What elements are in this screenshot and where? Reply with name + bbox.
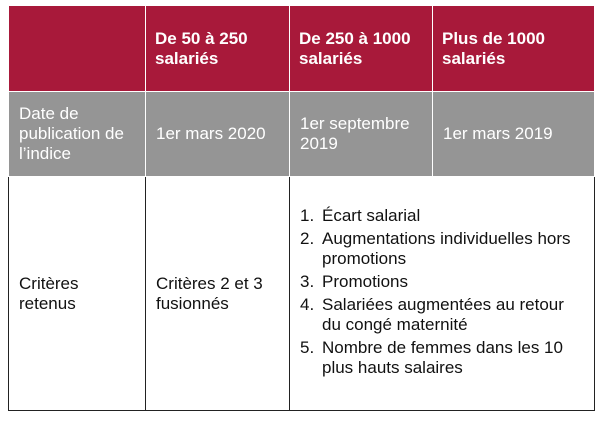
criteria-item-number: 2. [300, 229, 315, 248]
date-250-1000: 1er septembre 2019 [290, 92, 433, 177]
date-row-label: Date de publication de l’indice [9, 92, 146, 177]
header-250-1000: De 250 à 1000 salariés [290, 6, 433, 92]
header-corner-cell [9, 6, 146, 92]
criteria-list [300, 206, 586, 378]
header-50-250: De 50 à 250 salariés [146, 6, 290, 92]
date-50-250: 1er mars 2020 [146, 92, 290, 177]
criteria-item-number: 3. [300, 272, 315, 291]
criteria-item [300, 229, 586, 269]
criteria-item-number: 4. [300, 295, 315, 314]
criteria-item-text: Promotions [322, 272, 408, 291]
criteria-row-label: Critères retenus [9, 177, 146, 411]
date-row [9, 92, 595, 177]
criteria-item [300, 206, 586, 226]
criteria-item-text: Écart salarial [322, 206, 421, 225]
header-plus-1000: Plus de 1000 salariés [433, 6, 595, 92]
criteria-item-text: Nombre de femmes dans les 10 plus hauts salaires [322, 338, 563, 377]
criteria-row [9, 177, 595, 411]
criteria-item [300, 338, 586, 378]
criteria-item-text: Salariées augmentées au retour du congé maternité [322, 295, 564, 334]
index-table [8, 5, 595, 411]
criteria-list-cell [290, 177, 595, 411]
header-row [9, 6, 595, 92]
criteria-item [300, 272, 586, 292]
criteria-item-text: Augmentations individuelles hors promotions [322, 229, 571, 268]
criteria-item [300, 295, 586, 335]
date-plus-1000: 1er mars 2019 [433, 92, 595, 177]
criteria-50-250: Critères 2 et 3 fusionnés [146, 177, 290, 411]
criteria-item-number: 5. [300, 338, 315, 357]
criteria-item-number: 1. [300, 206, 315, 225]
